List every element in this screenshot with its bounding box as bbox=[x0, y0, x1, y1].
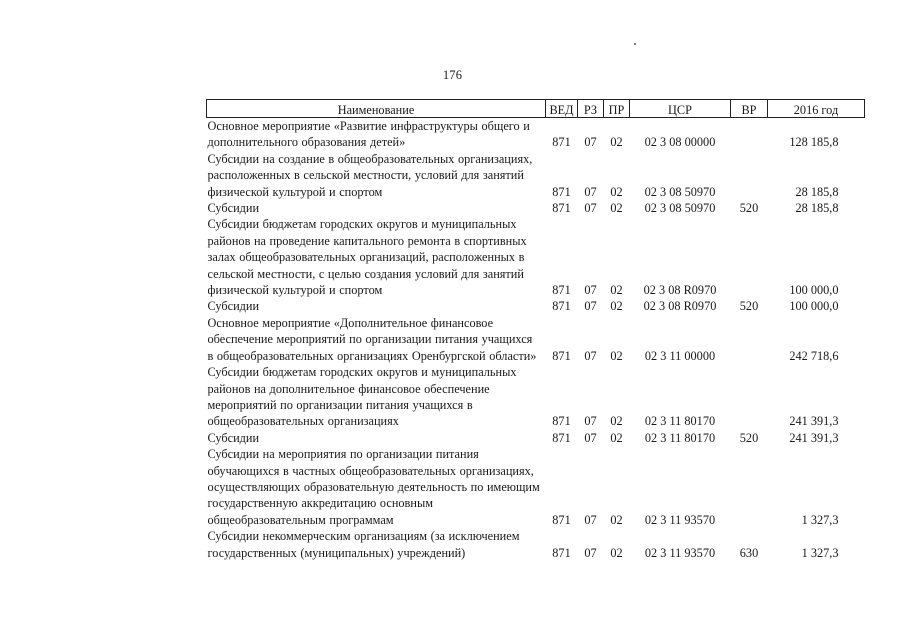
table-row bbox=[207, 430, 865, 446]
table-row bbox=[207, 200, 865, 216]
table-header bbox=[207, 100, 865, 118]
row-rz: 07 bbox=[584, 545, 597, 560]
table-row bbox=[207, 216, 865, 298]
row-csr: 02 3 08 R0970 bbox=[643, 283, 717, 298]
row-vr: 520 bbox=[739, 201, 759, 216]
row-ved: 871 bbox=[552, 430, 571, 445]
row-ved: 871 bbox=[552, 414, 571, 429]
row-vr bbox=[731, 315, 768, 364]
row-name: Субсидии bbox=[207, 201, 260, 216]
row-ved: 871 bbox=[552, 184, 571, 199]
row-name: Субсидии на мероприятия по организации питания обучающихся в частных общеобразовательных организациях, осуществляющих образовательную деятельность по имеющим государственную аккредитацию основным общеобразовательным программам bbox=[207, 447, 540, 527]
row-csr: 02 3 08 00000 bbox=[644, 135, 716, 150]
row-pr: 02 bbox=[610, 201, 623, 216]
row-ved: 871 bbox=[552, 201, 571, 216]
row-ved: 871 bbox=[552, 135, 571, 150]
row-name: Субсидии некоммерческим организациям (за исключением государственных (муниципальных) учреждений) bbox=[207, 529, 520, 560]
row-name: Субсидии бюджетам городских округов и муниципальных районов на проведение капитального ремонта в спортивных залах общеобразовательных организаций, расположенных в сельской местности, с целью создания условий для занятий физической культурой и спортом bbox=[207, 217, 527, 298]
row-vr bbox=[731, 118, 768, 151]
row-name: Субсидии на создание в общеобразовательных организациях, расположенных в сельской местности, условий для занятий физической культурой и спортом bbox=[207, 151, 533, 199]
row-ved: 871 bbox=[552, 512, 571, 527]
row-rz: 07 bbox=[584, 184, 597, 199]
row-vr: 630 bbox=[739, 545, 759, 560]
header-name: Наименование bbox=[207, 100, 546, 118]
header-ved: ВЕД bbox=[546, 100, 578, 118]
table-row bbox=[207, 364, 865, 430]
row-name: Субсидии bbox=[207, 299, 260, 314]
row-pr: 02 bbox=[610, 283, 623, 298]
header-rz: РЗ bbox=[578, 100, 604, 118]
row-pr: 02 bbox=[610, 430, 623, 445]
row-vr bbox=[731, 216, 768, 298]
row-vr: 520 bbox=[739, 299, 759, 314]
row-vr: 520 bbox=[739, 430, 759, 445]
row-csr: 02 3 08 50970 bbox=[644, 201, 716, 216]
row-ved: 871 bbox=[552, 545, 571, 560]
row-amount: 1 327,3 bbox=[801, 545, 839, 560]
row-rz: 07 bbox=[584, 430, 597, 445]
header-pr: ПР bbox=[604, 100, 630, 118]
row-name: Основное мероприятие «Развитие инфраструктуры общего и дополнительного образования детей» bbox=[207, 119, 530, 150]
row-name: Субсидии бюджетам городских округов и муниципальных районов на дополнительное финансовое обеспечение мероприятий по организации питания учащихся в общеобразовательных организациях bbox=[207, 365, 517, 429]
row-pr: 02 bbox=[610, 512, 623, 527]
table-row bbox=[207, 528, 865, 561]
row-amount: 242 718,6 bbox=[789, 348, 839, 363]
row-csr: 02 3 08 50970 bbox=[644, 184, 716, 199]
row-amount: 128 185,8 bbox=[789, 135, 839, 150]
header-year: 2016 год bbox=[768, 100, 865, 118]
row-rz: 07 bbox=[584, 201, 597, 216]
row-vr bbox=[731, 446, 768, 528]
row-amount: 100 000,0 bbox=[789, 299, 839, 314]
row-csr: 02 3 11 80170 bbox=[644, 430, 716, 445]
table-row bbox=[207, 446, 865, 528]
header-row bbox=[207, 100, 865, 118]
header-csr: ЦСР bbox=[630, 100, 731, 118]
row-csr: 02 3 11 93570 bbox=[644, 545, 716, 560]
scan-speck bbox=[634, 43, 636, 45]
budget-table bbox=[206, 99, 865, 561]
row-pr: 02 bbox=[610, 414, 623, 429]
row-vr bbox=[731, 364, 768, 430]
row-pr: 02 bbox=[610, 299, 623, 314]
page-number: 176 bbox=[442, 68, 463, 82]
row-ved: 871 bbox=[552, 283, 571, 298]
row-ved: 871 bbox=[552, 348, 571, 363]
row-pr: 02 bbox=[610, 135, 623, 150]
row-amount: 100 000,0 bbox=[789, 283, 839, 298]
row-vr bbox=[731, 151, 768, 200]
row-csr: 02 3 08 R0970 bbox=[643, 299, 717, 314]
row-ved: 871 bbox=[552, 299, 571, 314]
row-amount: 1 327,3 bbox=[801, 512, 839, 527]
table-row bbox=[207, 118, 865, 151]
row-pr: 02 bbox=[610, 348, 623, 363]
row-pr: 02 bbox=[610, 545, 623, 560]
row-rz: 07 bbox=[584, 348, 597, 363]
row-rz: 07 bbox=[584, 283, 597, 298]
row-amount: 28 185,8 bbox=[795, 184, 839, 199]
row-name: Основное мероприятие «Дополнительное финансовое обеспечение мероприятий по организации питания учащихся в общеобразовательных организациях Оренбургской области» bbox=[207, 315, 537, 363]
row-rz: 07 bbox=[584, 299, 597, 314]
row-csr: 02 3 11 80170 bbox=[644, 414, 716, 429]
row-amount: 241 391,3 bbox=[789, 430, 839, 445]
table-row bbox=[207, 298, 865, 314]
table-body bbox=[207, 118, 865, 561]
row-csr: 02 3 11 00000 bbox=[644, 348, 716, 363]
row-amount: 28 185,8 bbox=[795, 201, 839, 216]
table-row bbox=[207, 315, 865, 364]
row-rz: 07 bbox=[584, 135, 597, 150]
row-pr: 02 bbox=[610, 184, 623, 199]
row-rz: 07 bbox=[584, 414, 597, 429]
row-csr: 02 3 11 93570 bbox=[644, 512, 716, 527]
row-name: Субсидии bbox=[207, 430, 260, 445]
row-rz: 07 bbox=[584, 512, 597, 527]
row-amount: 241 391,3 bbox=[789, 414, 839, 429]
table-row bbox=[207, 151, 865, 200]
header-vr: ВР bbox=[731, 100, 768, 118]
